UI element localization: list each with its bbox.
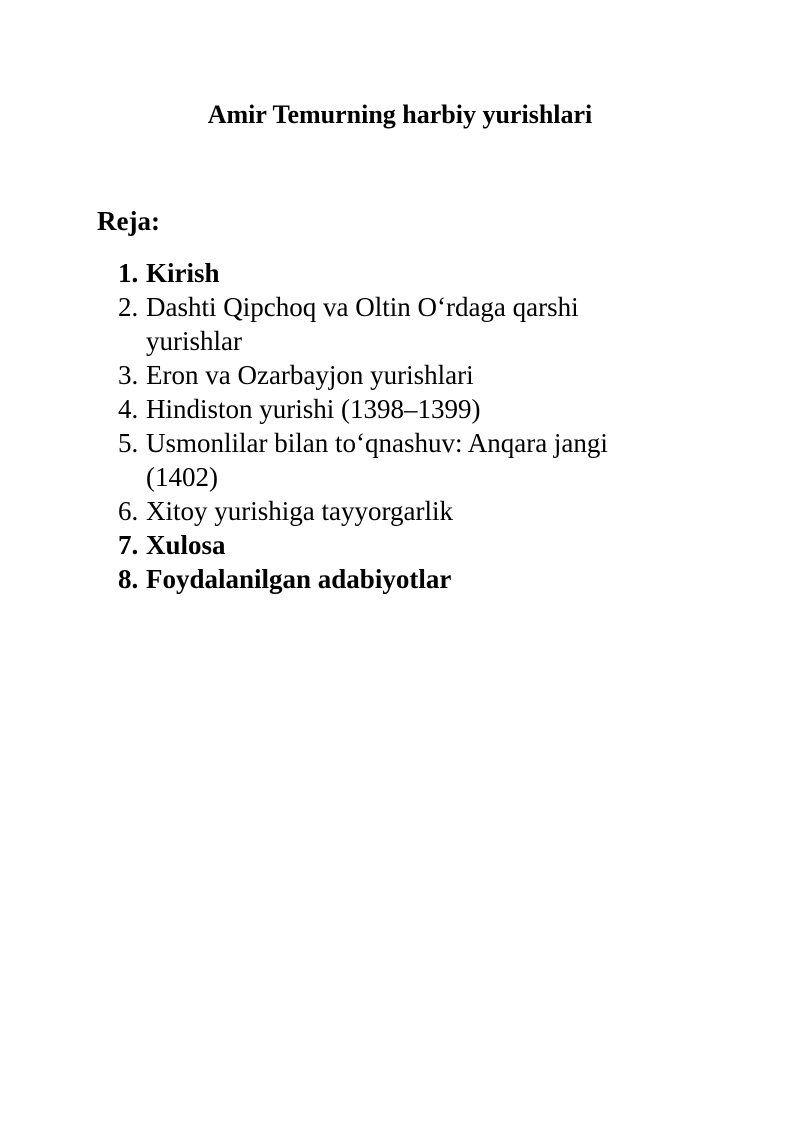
plan-item-number: 8. <box>118 564 139 594</box>
plan-item-2 <box>118 290 678 358</box>
plan-item-number: 1. <box>118 258 139 288</box>
plan-item-5 <box>118 426 678 494</box>
plan-item-6 <box>118 494 678 528</box>
plan-item-text: Dashti Qipchoq va Oltin O‘rdaga qarshi yurishlar <box>146 292 579 356</box>
plan-heading: Reja: <box>97 206 160 236</box>
document-title: Amir Temurning harbiy yurishlari <box>207 100 593 129</box>
plan-item-number: 2. <box>118 292 139 322</box>
plan-item-number: 3. <box>118 360 139 390</box>
plan-item-text: Eron va Ozarbayjon yurishlari <box>146 360 474 390</box>
plan-item-number: 4. <box>118 394 139 424</box>
plan-item-text: Hindiston yurishi (1398–1399) <box>146 394 481 424</box>
plan-item-number: 7. <box>118 530 139 560</box>
plan-item-text: Xulosa <box>146 530 226 560</box>
plan-item-number: 6. <box>118 496 139 526</box>
plan-item-4 <box>118 392 678 426</box>
plan-item-number: 5. <box>118 428 139 458</box>
plan-item-text: Usmonlilar bilan to‘qnashuv: Anqara jangi (1402) <box>146 428 608 492</box>
plan-list <box>118 256 678 596</box>
plan-item-text: Xitoy yurishiga tayyorgarlik <box>146 496 453 526</box>
plan-item-text: Kirish <box>146 258 220 288</box>
plan-item-1 <box>118 256 678 290</box>
plan-item-text: Foydalanilgan adabiyotlar <box>146 564 452 594</box>
plan-item-3 <box>118 358 678 392</box>
plan-item-7 <box>118 528 678 562</box>
plan-item-8 <box>118 562 678 596</box>
